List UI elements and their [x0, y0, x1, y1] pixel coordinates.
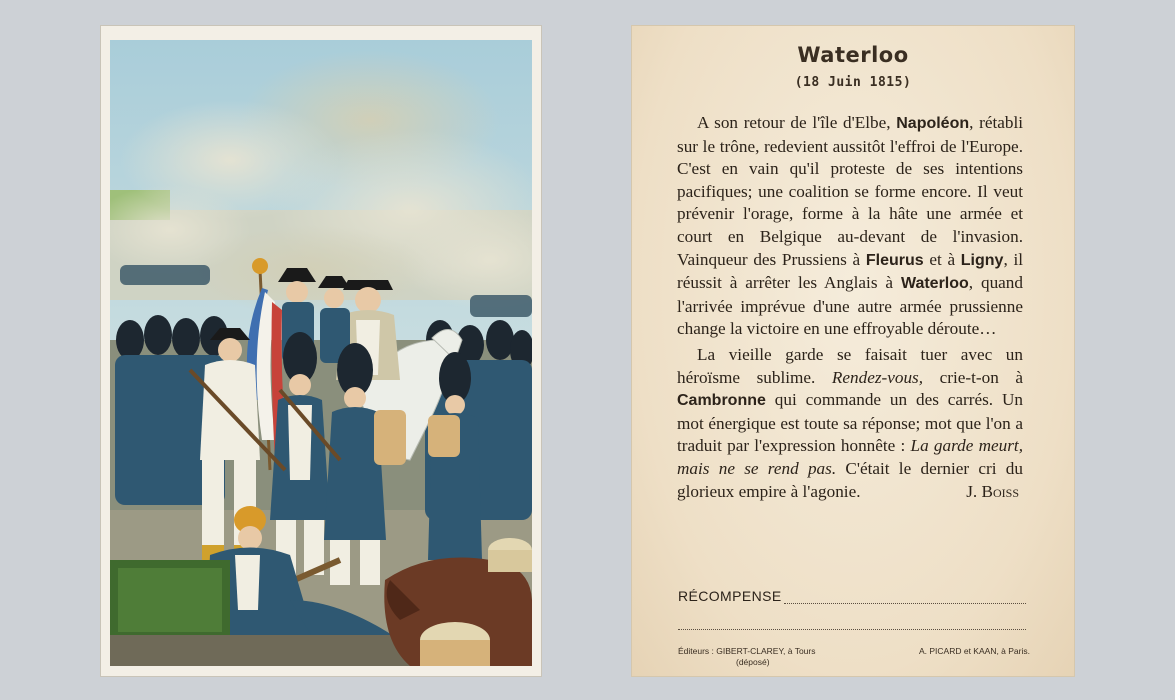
illustration-card	[101, 26, 541, 676]
paragraph-1	[677, 112, 1023, 341]
p2-text-3: qui commande un des carrés. Un mot énergique est toute sa réponse; mot que l'on a traduit par l'expression honnête :	[677, 390, 1023, 456]
p2-text-4: C'était le dernier cri du glorieux empire à l'agonie.	[677, 458, 1023, 501]
italic-garde-quote: La garde meurt, mais ne se rend pas.	[677, 436, 1023, 478]
bold-napoleon: Napoléon	[896, 115, 970, 132]
deposit-text: (déposé)	[736, 657, 770, 667]
card-body	[677, 112, 1023, 503]
bold-waterloo: Waterloo	[900, 275, 969, 293]
card-title: Waterloo	[797, 43, 909, 67]
battle-illustration	[110, 40, 532, 666]
dotted-fill-line	[784, 592, 1026, 604]
p1-text-4: , il réussit à arrêter les Anglais à	[677, 249, 1023, 293]
p1-text-3: et à	[923, 249, 961, 269]
italic-rendez-vous: Rendez-vous,	[831, 367, 924, 387]
p1-text-2: , rétabli sur le trône, redevient aussitôt l'effroi de l'Europe. C'est en vain qu'il proteste de ses intentions pacifiques; une coalition se forme encore. Il veut prévenir l'orage, forme à la hâte une armée et court en Belgique au-devant de l'invasion. Vainqueur des Prussiens à	[677, 113, 1024, 269]
p2-text-2: crie-t-on à	[923, 367, 1023, 387]
card-date: (18 Juin 1815)	[794, 75, 912, 90]
bold-ligny: Ligny	[960, 251, 1004, 269]
p1-text-1: A son retour de l'île d'Elbe,	[697, 113, 897, 132]
text-card	[632, 26, 1074, 676]
recompense-label: RÉCOMPENSE	[678, 588, 782, 604]
publisher-footer	[678, 646, 815, 668]
recompense-line	[678, 588, 1026, 604]
publisher-text: Éditeurs : GIBERT-CLAREY, à Tours	[678, 646, 816, 656]
p1-text-5: , quand l'arrivée imprévue d'une autre armée prussienne change la victoire en une effroyable déroute…	[677, 273, 1023, 339]
author-signature: J. Boiss	[966, 481, 1019, 501]
paragraph-2	[677, 344, 1023, 503]
bold-fleurus: Fleurus	[865, 251, 924, 269]
printer-footer: A. PICARD et KAAN, à Paris.	[918, 646, 1030, 656]
p2-text-1: La vieille garde se faisait tuer avec un héroïsme sublime.	[677, 344, 1023, 387]
dotted-line	[678, 629, 1026, 630]
bold-cambronne: Cambronne	[677, 392, 766, 410]
